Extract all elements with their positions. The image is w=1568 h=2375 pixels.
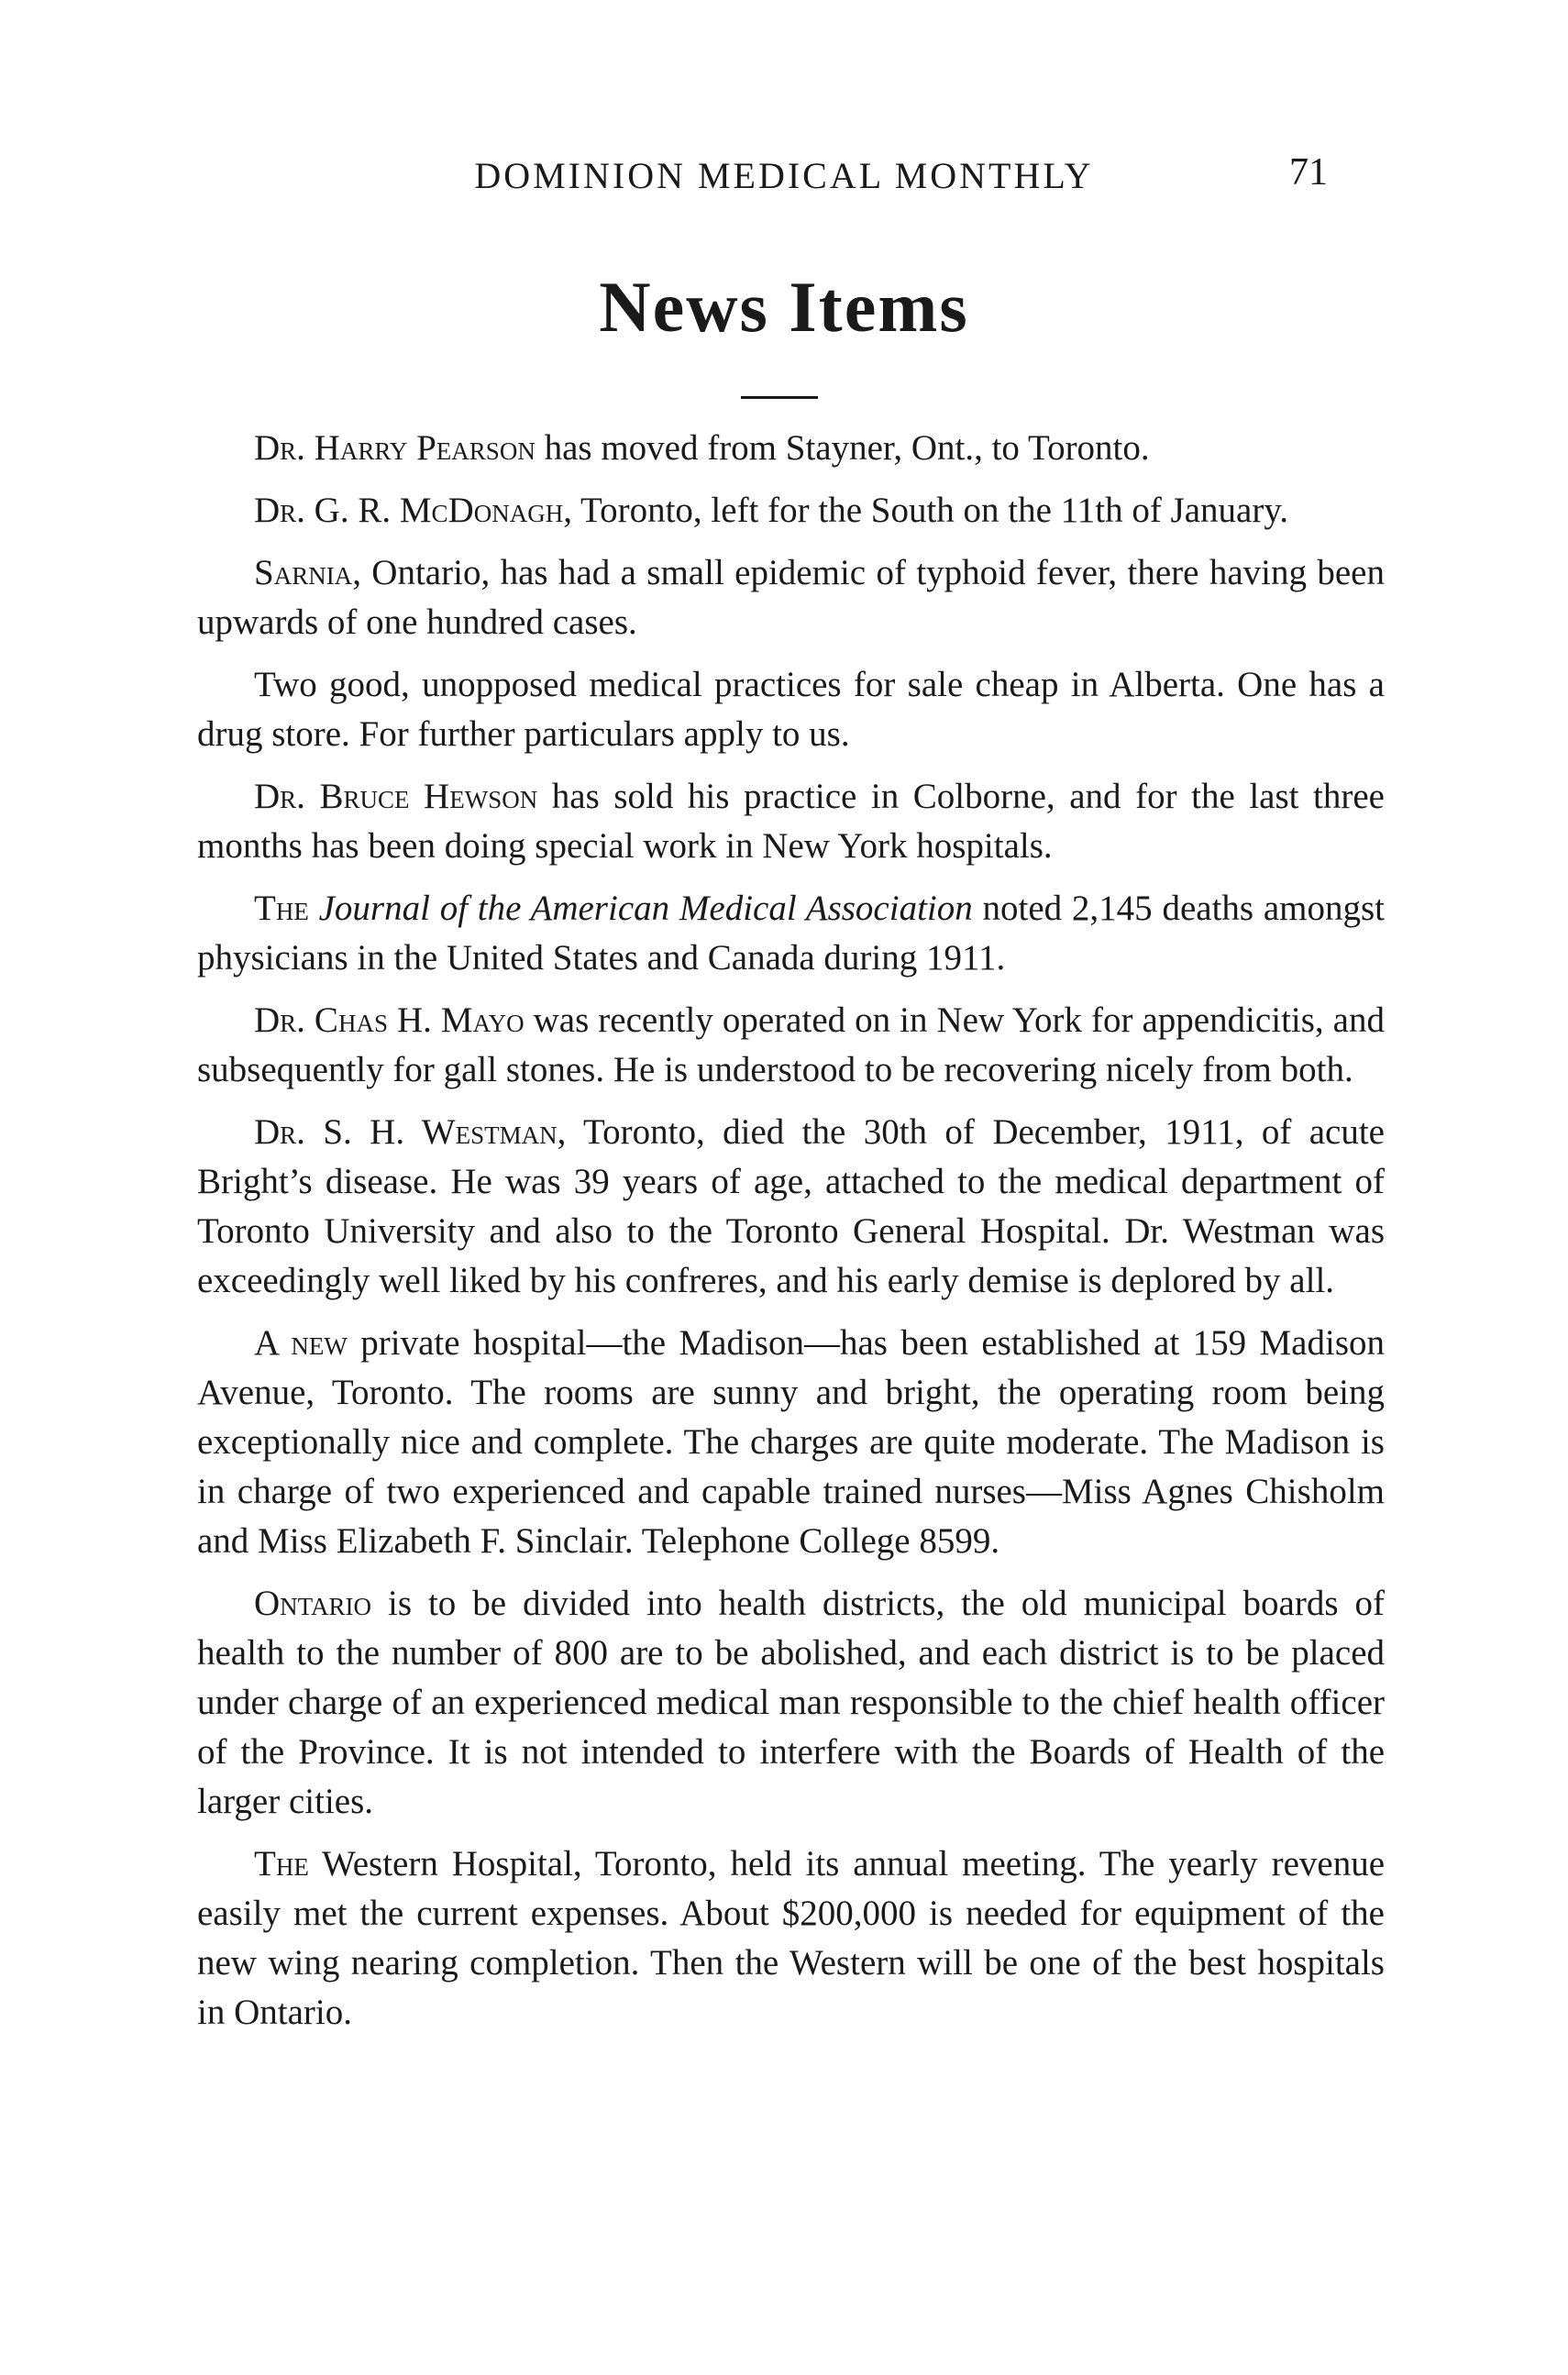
item-text: is to be divided into health districts, the old municipal boards of health to the number of 800 are to be abolished, and each district is to be placed under charge of an experienced medical man responsible to the chief health officer of the Province. It is not intended to interfere with the Boards of Health of the larger cities.	[197, 1584, 1385, 1821]
item-lead: A new	[254, 1323, 348, 1363]
title-rule	[741, 396, 818, 399]
item-text: , Toronto, left for the South on the 11th of January.	[563, 491, 1289, 530]
item-text: , Toronto, died the 30th of December, 1911, of acute Bright’s disease. He was 39 years of age, attached to the medical department of Toronto University and also to the Toronto General Hospital. Dr. Westman was exceedingly well liked by his confreres, and his early demise is deplored by all.	[197, 1112, 1385, 1300]
item-text: has sold his practice in Colborne, and for the last three months has been doing special work in New York hospitals.	[197, 777, 1385, 866]
journal-title: Journal of the American Medical Association	[318, 889, 973, 928]
news-item	[197, 486, 1385, 536]
item-text: noted 2,145 deaths amongst physicians in the United States and Canada during 1911.	[197, 889, 1386, 978]
item-lead: Ontario	[254, 1584, 371, 1623]
item-lead: Dr. Harry Pearson	[254, 428, 536, 468]
item-lead: Dr. S. H. Westman	[254, 1112, 558, 1152]
news-item	[197, 884, 1385, 983]
item-lead: Dr. Chas H. Mayo	[254, 1000, 525, 1040]
section-title: News Items	[599, 267, 969, 347]
news-item	[197, 660, 1385, 759]
news-item	[197, 1839, 1385, 2038]
page-number: 71	[1289, 151, 1328, 193]
news-item	[197, 772, 1385, 871]
news-item	[197, 996, 1385, 1095]
item-text: , Ontario, has had a small epidemic of typhoid fever, there having been upwards of one hundred cases.	[197, 553, 1385, 642]
news-item	[197, 424, 1385, 473]
item-lead: Dr. G. R. McDonagh	[254, 491, 564, 530]
item-text: private hospital—the Madison—has been established at 159 Madison Avenue, Toronto. The rooms are sunny and bright, the operating room being exceptionally nice and complete. The charges are quite moderate. The Madison is in charge of two experienced and capable trained nurses—Miss Agnes Chisholm and Miss Elizabeth F. Sinclair. Telephone College 8599.	[197, 1323, 1385, 1561]
item-lead: Sarnia	[254, 553, 353, 592]
news-item	[197, 1108, 1385, 1306]
news-item	[197, 1579, 1385, 1827]
item-text: Western Hospital, Toronto, held its annual meeting. The yearly revenue easily met the current expenses. About $200,000 is needed for equipment of the new wing nearing completion. Then the Western will be one of the best hospitals in Ontario.	[197, 1844, 1385, 2032]
item-lead: The	[254, 1844, 309, 1883]
item-text: was recently operated on in New York for appendicitis, and subsequently for gall stones. He is understood to be recovering nicely from both.	[197, 1000, 1385, 1089]
running-head: DOMINION MEDICAL MONTHLY	[474, 155, 1094, 196]
news-item	[197, 548, 1385, 647]
news-item	[197, 1319, 1385, 1566]
item-lead: The	[254, 889, 309, 928]
item-text: has moved from Stayner, Ont., to Toronto.	[535, 428, 1150, 468]
item-lead: Dr. Bruce Hewson	[254, 777, 538, 816]
item-text: Two good, unopposed medical practices for sale cheap in Alberta. One has a drug store. For further particulars apply to us.	[197, 665, 1385, 754]
news-column	[197, 424, 1385, 2050]
